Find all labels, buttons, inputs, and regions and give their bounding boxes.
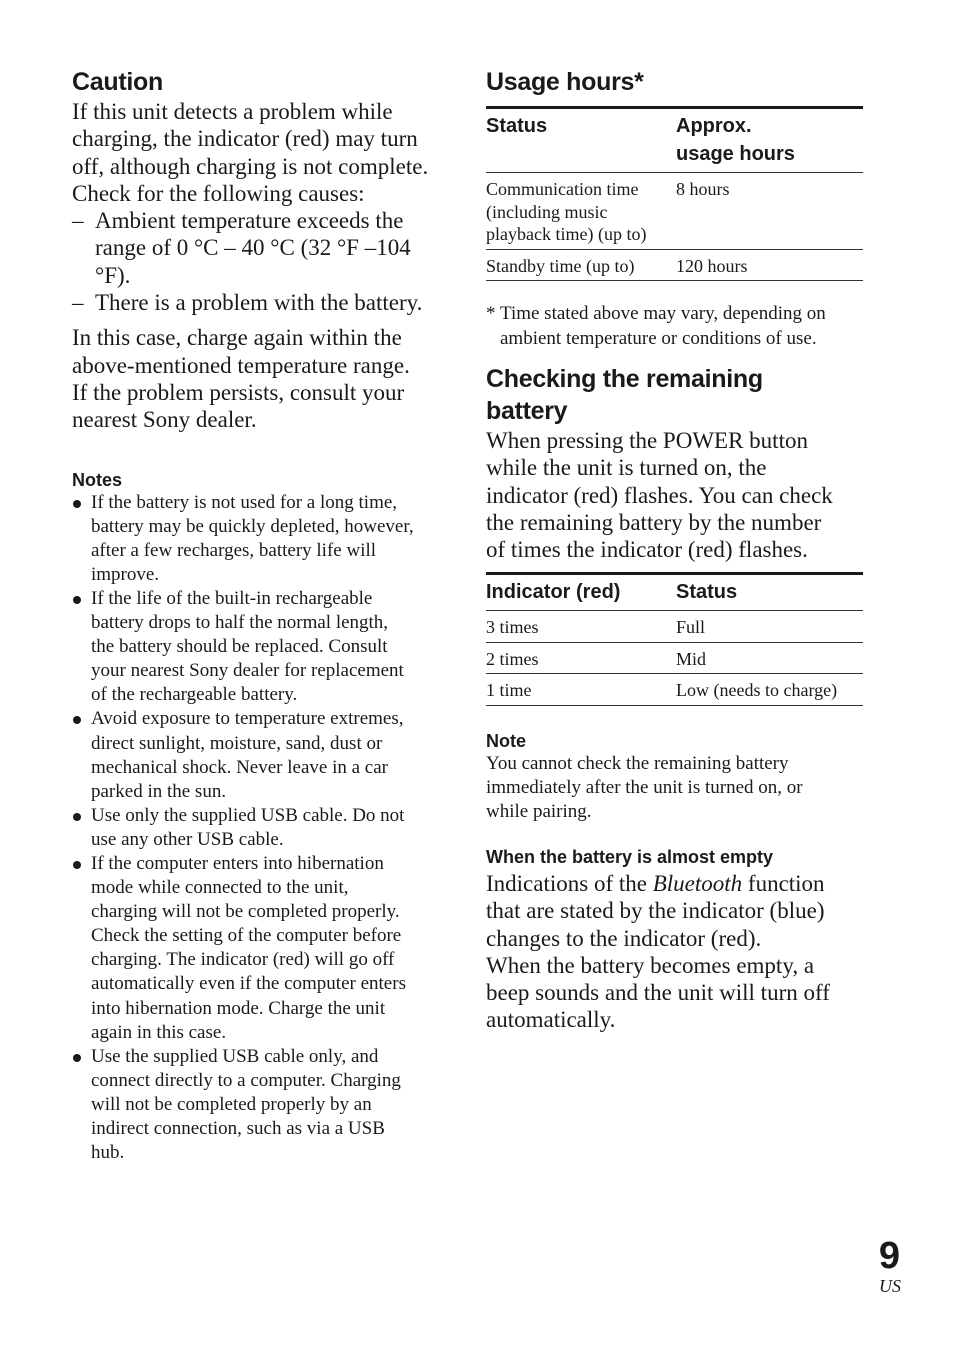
status-cell: Low (needs to charge) [676,674,863,706]
table-header-row [486,574,863,611]
hours-cell: 120 hours [676,249,863,281]
text-line: use any other USB cable. [91,828,284,850]
note-item [72,491,452,587]
text-line: Check for the following causes: [72,180,365,206]
text-line: Use the supplied USB cable only, and [91,1045,379,1067]
cell-line: playback time) (up to) [486,224,647,244]
text-line: If this unit detects a problem while [72,99,393,124]
text-line: If the battery is not used for a long time, [91,491,398,513]
text-line: Check the setting of the computer before [91,925,402,947]
text-line: the remaining battery by the number [486,509,822,535]
indicator-cell: 3 times [486,611,676,643]
text-line: improve. [91,563,160,585]
usage-footnote [486,301,864,351]
page-number: 9 [878,1235,900,1277]
text-line: while pairing. [486,800,592,822]
table-row [486,611,863,643]
bullet-icon [73,1054,81,1062]
text-line: When pressing the POWER button [486,428,808,453]
text-line: If the computer enters into hibernation [91,852,384,874]
text-line: In this case, charge again within the [72,325,402,351]
indicator-table [486,572,863,706]
bullet-icon [73,813,81,821]
text-line: ambient temperature or conditions of use. [500,328,817,349]
cell-line: Standby time (up to) [486,255,635,276]
usage-table [486,106,863,281]
status-cell: Full [676,611,863,643]
text-line: while the unit is turned on, the [486,455,767,481]
bullet-icon [73,500,81,508]
text-line: You cannot check the remaining battery [486,752,789,774]
header-line: Approx. [676,115,752,137]
note-item [72,852,452,1045]
note-body [486,752,864,824]
text-line: will not be completed properly by an [91,1093,372,1115]
text-line: immediately after the unit is turned on, or [486,776,803,798]
indicator-cell: 2 times [486,642,676,674]
cause-item [72,207,452,289]
note-item [72,707,452,803]
text-line: battery may be quickly depleted, however, [91,515,414,537]
text-line: Time stated above may vary, depending on [500,303,826,324]
text-line: automatically even if the computer enters [91,973,406,995]
note-item [72,1045,452,1165]
cell-line: Communication time [486,179,639,199]
text-line: mode while connected to the unit, [91,877,349,899]
caution-heading: Caution [72,68,163,96]
region-code: US [879,1276,901,1296]
text-line: direct sunlight, moisture, sand, dust or [91,732,383,754]
text-line: Avoid exposure to temperature extremes, [91,708,404,730]
text-line: of the rechargeable battery. [91,684,298,706]
text-line: °F). [95,262,131,288]
text-line: the battery should be replaced. Consult [91,636,388,658]
text-line: Use only the supplied USB cable. Do not [91,804,405,826]
text-line: If the problem persists, consult your [72,379,405,405]
notes-heading: Notes [72,469,123,490]
hours-cell: 8 hours [676,173,863,250]
checking-heading [486,363,864,427]
note-heading: Note [486,730,526,751]
table-row [486,249,863,281]
status-cell [486,173,676,250]
text-line: When the battery becomes empty, a [486,952,815,978]
bullet-icon [73,861,81,869]
text-line: your nearest Sony dealer for replacement [91,660,404,682]
column-header-usage-hours [676,108,863,173]
text-line: charging will not be completed properly. [91,901,400,923]
table-header-row [486,108,863,173]
text-line: charging, the indicator (red) may turn [72,126,418,152]
text-line: beep sounds and the unit will turn off [486,980,830,1006]
text-line: indirect connection, such as via a USB [91,1118,385,1139]
note-item [72,587,452,707]
text-line: changes to the indicator (red). [486,925,762,951]
right-column [486,66,864,1034]
text-line: of times the indicator (red) flashes. [486,537,808,563]
text-line: range of 0 °C – 40 °C (32 °F –104 [95,235,411,261]
text-line: mechanical shock. Never leave in a car [91,756,388,778]
text-line: into hibernation mode. Charge the unit [91,997,386,1019]
text-line: automatically. [486,1007,616,1033]
text-line: connect directly to a computer. Charging [91,1069,401,1091]
text-line: indicator (red) flashes. You can check [486,482,833,508]
text-line: If the life of the built-in rechargeable [91,587,373,609]
table-row [486,173,863,250]
causes-list [72,207,452,316]
almost-empty-heading: When the battery is almost empty [486,846,774,867]
column-header-status: Status [486,115,548,137]
column-header-status: Status [676,581,738,604]
text-run: function [742,870,825,896]
status-cell [486,249,676,281]
text-line: that are stated by the indicator (blue) [486,898,825,924]
caution-advice [72,324,452,433]
text-line: above-mentioned temperature range. [72,352,410,378]
bullet-icon [73,596,81,604]
bluetooth-term: Bluetooth [652,870,743,896]
heading-line: Checking the remaining [486,365,763,393]
text-line: charging. The indicator (red) will go off [91,949,395,971]
text-line: off, although charging is not complete. [72,153,429,179]
heading-line: battery [486,397,568,425]
left-column [72,66,452,1165]
cell-line: (including music [486,201,608,222]
status-cell: Mid [676,642,863,674]
text-line: parked in the sun. [91,780,227,802]
almost-empty-body [486,870,864,1034]
note-item [72,804,452,852]
notes-list [72,491,452,1166]
dash-marker: – [72,208,84,234]
cause-item [72,289,452,316]
text-line: battery drops to half the normal length, [91,612,389,634]
text-line: Ambient temperature exceeds the [95,208,404,234]
text-run: Indications of the [486,870,653,896]
usage-heading: Usage hours* [486,68,644,96]
checking-body [486,427,864,563]
text-line: There is a problem with the battery. [95,290,423,316]
text-line: after a few recharges, battery life will [91,539,377,561]
text-line: again in this case. [91,1021,227,1043]
column-header-indicator: Indicator (red) [486,581,621,604]
table-row [486,642,863,674]
indicator-cell: 1 time [486,674,676,706]
footnote-marker: * [486,303,496,324]
caution-intro [72,98,452,207]
header-line: usage hours [676,143,795,165]
text-line [486,870,864,897]
bullet-icon [73,716,81,724]
dash-marker: – [72,290,84,316]
text-line: hub. [91,1142,125,1164]
text-line: nearest Sony dealer. [72,407,257,433]
table-row [486,674,863,706]
